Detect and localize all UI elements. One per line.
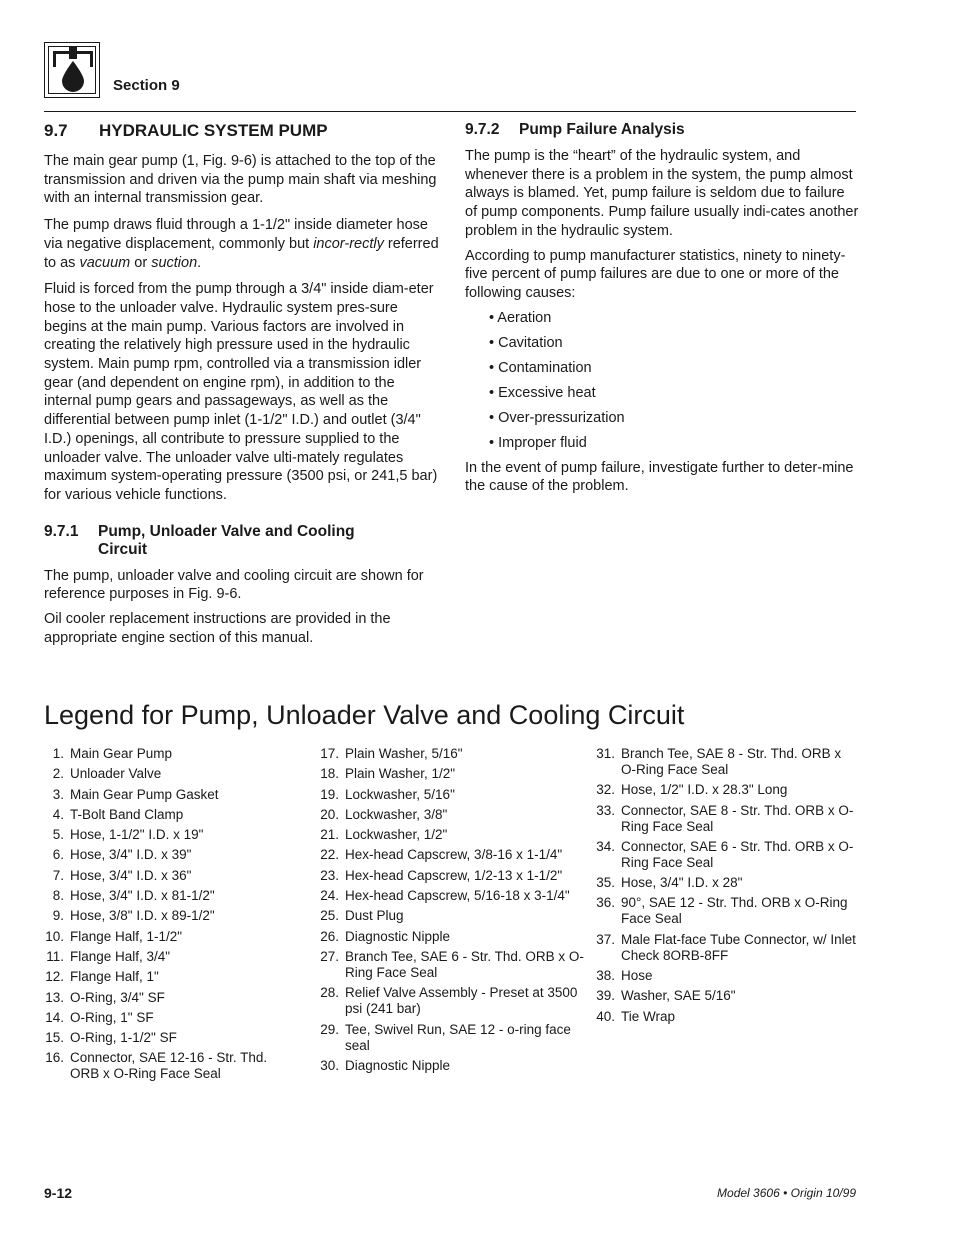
legend-item-number: 15. <box>45 1030 64 1046</box>
legend-item-text: Diagnostic Nipple <box>345 1057 451 1073</box>
legend-item-text: Plain Washer, 5/16" <box>345 746 463 761</box>
section-title: HYDRAULIC SYSTEM PUMP <box>99 121 328 140</box>
legend-column-2 <box>319 746 584 1078</box>
legend-item-number: 21. <box>320 827 339 843</box>
legend-item-text: Hex-head Capscrew, 1/2-13 x 1-1/2" <box>345 867 563 883</box>
legend-item-text: Connector, SAE 8 - Str. Thd. ORB x O-Ring Face Seal <box>621 802 854 834</box>
legend-item <box>44 1030 294 1046</box>
legend-item-number: 28. <box>320 985 339 1001</box>
legend-item-text: 90°, SAE 12 - Str. Thd. ORB x O-Ring Face Seal <box>621 895 848 927</box>
paragraph: Oil cooler replacement instructions are provided in the appropriate engine section of this manual. <box>44 611 391 646</box>
legend-item-text: Hex-head Capscrew, 5/16-18 x 3-1/4" <box>345 888 570 904</box>
legend-item-number: 4. <box>52 806 64 822</box>
legend-item <box>319 847 584 863</box>
legend-item <box>44 969 294 985</box>
legend-item-text: Diagnostic Nipple <box>345 928 451 944</box>
legend-item-number: 7. <box>52 867 64 883</box>
legend-item-number: 29. <box>320 1021 339 1037</box>
legend-item-text: Tie Wrap <box>621 1008 676 1024</box>
legend-item-number: 22. <box>320 847 339 863</box>
legend-item-number: 13. <box>45 989 64 1005</box>
legend-item-text: Plain Washer, 1/2" <box>345 766 456 782</box>
legend-item-number: 1. <box>52 746 64 761</box>
legend-item-number: 27. <box>320 948 339 964</box>
legend-item-text: Unloader Valve <box>70 766 162 782</box>
legend-item-text: Relief Valve Assembly - Preset at 3500 psi (241 bar) <box>345 985 578 1017</box>
right-column <box>465 121 860 496</box>
legend-item-text: Hose, 1/2" I.D. x 28.3" Long <box>621 782 788 798</box>
subsection-number: 9.7.2 <box>465 121 500 138</box>
legend-item <box>595 803 857 835</box>
legend-item-text: Hose, 3/4" I.D. x 36" <box>70 867 192 883</box>
legend-item <box>319 888 584 904</box>
legend-item-number: 34. <box>596 838 615 854</box>
legend-item-text: Male Flat-face Tube Connector, w/ Inlet Check 8ORB-8FF <box>621 931 856 963</box>
legend-item-number: 38. <box>596 968 615 984</box>
legend-item-text: O-Ring, 1-1/2" SF <box>70 1030 177 1046</box>
legend-item-text: Main Gear Pump <box>70 746 173 761</box>
legend-item-number: 11. <box>46 948 64 964</box>
legend-item-number: 32. <box>596 782 615 798</box>
paragraph: The main gear pump (1, Fig. 9-6) is attached to the top of the transmission and driven via the pump main shaft via meshing with an internal transmission gear. <box>44 153 437 207</box>
legend-item <box>595 839 857 871</box>
legend-item-number: 6. <box>52 847 64 863</box>
legend-item-text: Tee, Swivel Run, SAE 12 - o-ring face seal <box>345 1021 571 1053</box>
legend-item-text: Flange Half, 1" <box>70 969 159 985</box>
legend-item-number: 35. <box>596 875 615 891</box>
hydraulic-drop-icon <box>48 46 96 94</box>
list-item: • Cavitation <box>489 334 563 351</box>
legend-item-text: Hose, 1-1/2" I.D. x 19" <box>70 827 204 843</box>
legend-item-text: Branch Tee, SAE 6 - Str. Thd. ORB x O-Ring Face Seal <box>345 948 584 980</box>
legend-item-text: Main Gear Pump Gasket <box>70 786 219 802</box>
legend-title: Legend for Pump, Unloader Valve and Cooling Circuit <box>44 700 685 730</box>
legend-item <box>319 985 584 1017</box>
section-logo <box>44 42 100 98</box>
legend-item-number: 10. <box>45 928 64 944</box>
subsection-heading <box>44 523 439 559</box>
legend-item-text: O-Ring, 1" SF <box>70 1009 154 1025</box>
legend-column-1 <box>44 746 294 1087</box>
legend-item-text: Flange Half, 3/4" <box>70 948 171 964</box>
legend-item-number: 26. <box>320 928 339 944</box>
section-number: 9.7 <box>44 121 68 140</box>
legend-item <box>319 949 584 981</box>
legend-item <box>44 990 294 1006</box>
causes-list <box>489 309 860 453</box>
legend-item-text: Hose, 3/4" I.D. x 28" <box>621 875 743 891</box>
legend-item <box>595 1009 857 1025</box>
legend-item-text: Lockwasher, 5/16" <box>345 786 455 802</box>
legend-item <box>595 746 857 778</box>
legend-item-text: Hose, 3/4" I.D. x 81-1/2" <box>70 888 215 904</box>
legend-item-text: Dust Plug <box>345 908 404 924</box>
legend-item <box>595 988 857 1004</box>
legend-item-text: T-Bolt Band Clamp <box>70 806 184 822</box>
subsection-title: Pump, Unloader Valve and Cooling Circuit <box>98 522 355 558</box>
legend-item <box>44 787 294 803</box>
legend-item-number: 36. <box>596 895 615 911</box>
legend-item-text: Lockwasher, 3/8" <box>345 806 448 822</box>
legend-item-number: 12. <box>45 969 64 985</box>
page-number: 9-12 <box>44 1185 73 1201</box>
model-origin: Model 3606 • Origin 10/99 <box>717 1186 856 1200</box>
legend-item-number: 19. <box>320 786 339 802</box>
paragraph: Fluid is forced from the pump through a 3/4" inside diam-eter hose to the unloader valve. Hydraulic system pres-sure begins at the main pump. Various factors are involved in creating the relatively high pressure used in the hydraulic system. Main pump rpm, controlled via a transmission idler gear (and dependent on engine rpm), in addition to the internal pump gears and passageways, as well as the differential between pump inlet (1-1/2" I.D.) and outlet (3/4" I.D.) openings, all contribute to pressure supplied to the unloader valve. The unloader valve ulti-mately regulates maximum system-operating pressure (3500 psi, or 241,5 bar) for various vehicle functions. <box>44 281 438 503</box>
legend-item <box>319 1022 584 1054</box>
legend-item <box>595 875 857 891</box>
legend-item-text: Washer, SAE 5/16" <box>621 988 736 1004</box>
paragraph: According to pump manufacturer statistics, ninety to ninety-five percent of pump failures are due to one or more of the following causes: <box>465 247 846 301</box>
legend-item-text: Flange Half, 1-1/2" <box>70 928 183 944</box>
legend-item <box>319 766 584 782</box>
legend-item <box>319 1058 584 1074</box>
legend-item-text: Hose, 3/4" I.D. x 39" <box>70 847 192 863</box>
legend-item <box>595 968 857 984</box>
list-item: • Over-pressurization <box>489 409 625 426</box>
subsection-number: 9.7.1 <box>44 522 79 540</box>
legend-item-number: 17. <box>320 746 339 761</box>
paragraph: In the event of pump failure, investigate further to deter-mine the cause of the problem. <box>465 459 854 495</box>
legend-item-number: 39. <box>596 988 615 1004</box>
legend-item-number: 20. <box>320 806 339 822</box>
legend-item-number: 37. <box>596 931 615 947</box>
legend-item-number: 2. <box>52 766 64 782</box>
legend-item-number: 30. <box>320 1057 339 1073</box>
legend-item <box>44 868 294 884</box>
legend-item <box>44 908 294 924</box>
legend-item <box>44 746 294 762</box>
list-item: • Excessive heat <box>489 384 596 401</box>
legend-item-number: 23. <box>320 867 339 883</box>
paragraph: The pump is the “heart” of the hydraulic system, and whenever there is a problem in the system, the pump almost always is blamed. Yet, pump failure is seldom due to failure of pump components. Pump failure usually indi-cates another problem in the hydraulic system. <box>465 148 859 239</box>
paragraph: The pump, unloader valve and cooling circuit are shown for reference purposes in Fig. 9-6. <box>44 567 424 603</box>
legend-item <box>319 827 584 843</box>
left-column <box>44 121 439 647</box>
legend-item-number: 8. <box>52 888 64 904</box>
legend-item-number: 16. <box>45 1050 64 1066</box>
legend-item <box>44 888 294 904</box>
legend-item-text: Lockwasher, 1/2" <box>345 827 448 843</box>
legend-item-text: Connector, SAE 12-16 - Str. Thd. ORB x O-Ring Face Seal <box>70 1050 268 1082</box>
paragraph: The pump draws fluid through a 1-1/2" inside diameter hose via negative displacement, commonly but incor-rectly referred to as vacuum or suction. <box>44 217 439 271</box>
legend-item <box>44 766 294 782</box>
legend-item-text: Hose <box>621 968 653 984</box>
legend-item <box>319 929 584 945</box>
header-rule <box>44 111 856 112</box>
legend-item <box>44 949 294 965</box>
legend-item <box>595 932 857 964</box>
subsection-heading <box>465 121 860 139</box>
legend-item <box>595 895 857 927</box>
legend-item-text: Hex-head Capscrew, 3/8-16 x 1-1/4" <box>345 847 563 863</box>
legend-item <box>44 1050 294 1082</box>
legend-item <box>319 807 584 823</box>
legend-item-text: Branch Tee, SAE 8 - Str. Thd. ORB x O-Ring Face Seal <box>621 746 842 777</box>
legend-item <box>44 827 294 843</box>
legend-item <box>319 746 584 762</box>
legend-item-number: 5. <box>52 827 64 843</box>
legend-item <box>44 847 294 863</box>
legend-item <box>319 868 584 884</box>
legend-item-number: 18. <box>320 766 339 782</box>
legend-item <box>319 787 584 803</box>
legend-item-number: 3. <box>52 786 64 802</box>
legend-item-number: 31. <box>596 746 615 761</box>
subsection-title: Pump Failure Analysis <box>519 121 685 138</box>
legend-item <box>44 807 294 823</box>
legend-item-number: 33. <box>596 802 615 818</box>
section-heading <box>44 121 439 141</box>
legend-item <box>44 1010 294 1026</box>
list-item: • Improper fluid <box>489 434 587 451</box>
legend-item <box>44 929 294 945</box>
legend-item <box>319 908 584 924</box>
legend-item-number: 40. <box>596 1008 615 1024</box>
legend-item-text: O-Ring, 3/4" SF <box>70 989 165 1005</box>
list-item: • Aeration <box>489 309 552 326</box>
list-item: • Contamination <box>489 359 592 376</box>
legend-item-text: Hose, 3/8" I.D. x 89-1/2" <box>70 908 215 924</box>
legend-item <box>595 782 857 798</box>
section-label: Section 9 <box>113 77 180 94</box>
legend-item-number: 14. <box>45 1009 64 1025</box>
legend-column-3 <box>595 746 857 1029</box>
legend-item-number: 24. <box>320 888 339 904</box>
legend-item-number: 9. <box>52 908 64 924</box>
legend-item-number: 25. <box>320 908 339 924</box>
legend-item-text: Connector, SAE 6 - Str. Thd. ORB x O-Ring Face Seal <box>621 838 854 870</box>
